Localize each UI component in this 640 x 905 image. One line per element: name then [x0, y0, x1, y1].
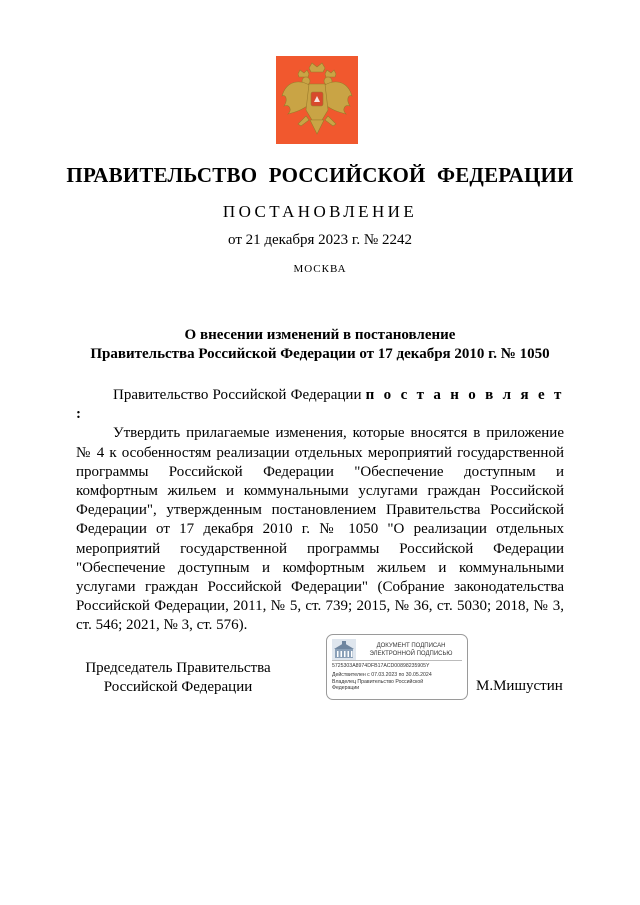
issuing-city: МОСКВА [293, 263, 347, 275]
document-date: от 21 декабря 2023 г. № 2242 [228, 232, 412, 248]
government-title: ПРАВИТЕЛЬСТВО РОССИЙСКОЙ ФЕДЕРАЦИИ [66, 163, 574, 187]
subject-line-1: О внесении изменений в постановление [184, 327, 456, 343]
stamp-heading [359, 642, 463, 658]
coat-of-arms-icon [276, 56, 358, 144]
certificate-serial: 5725303A8974DFB17ACD00898235905Y [332, 663, 430, 669]
decree-keyword: п о с т а н о в л я е т : [76, 387, 564, 423]
position-line-1: Председатель Правительства [85, 660, 271, 676]
signatory-position [78, 659, 278, 697]
subject-line-2: Правительства Российской Федерации от 17 декабря 2010 г. № 1050 [90, 346, 550, 362]
stamp-divider [332, 660, 462, 661]
certificate-owner-line-2: Федерации [332, 685, 360, 691]
signatory-name: М.Мишустин [476, 678, 563, 694]
certificate-validity: Действителен с 07.03.2023 по 30.05.2024 [332, 672, 432, 678]
decree-paragraph: Утвердить прилагаемые изменения, которые вносятся в приложение № 4 к особенностям реализации отдельных мероприятий государственной программы Российской Федерации "Обеспечение доступным и комфортным жильем и коммунальными услугами граждан Российской Федерации", утвержденным постановлением Правительства Российской Федерации от 17 декабря 2010 г. № 1050 "О реализации отдельных мероприятий государственной программы Российской Федерации "Обеспечение доступным и комфортным жильем и коммунальными услугами граждан Российской Федерации" (Собрание законодательства Российской Федерации, 2011, № 5, ст. 739; 2015, № 36, ст. 5030; 2018, № 3, ст. 546; 2021, № 3, ст. 576). [76, 425, 564, 634]
stamp-heading-line-1: ДОКУМЕНТ ПОДПИСАН [376, 643, 446, 649]
intro-prefix: Правительство Российской Федерации [113, 387, 366, 403]
stamp-heading-line-2: ЭЛЕКТРОННОЙ ПОДПИСЬЮ [369, 651, 453, 657]
government-building-icon [332, 639, 356, 661]
decree-intro [76, 386, 564, 424]
position-line-2: Российской Федерации [103, 679, 253, 695]
document-body [76, 386, 564, 636]
electronic-signature-stamp [326, 634, 468, 700]
certificate-owner-line-1: Владелец Правительство Российской [332, 679, 424, 685]
document-subject [60, 326, 580, 364]
document-type: ПОСТАНОВЛЕНИЕ [222, 202, 418, 221]
